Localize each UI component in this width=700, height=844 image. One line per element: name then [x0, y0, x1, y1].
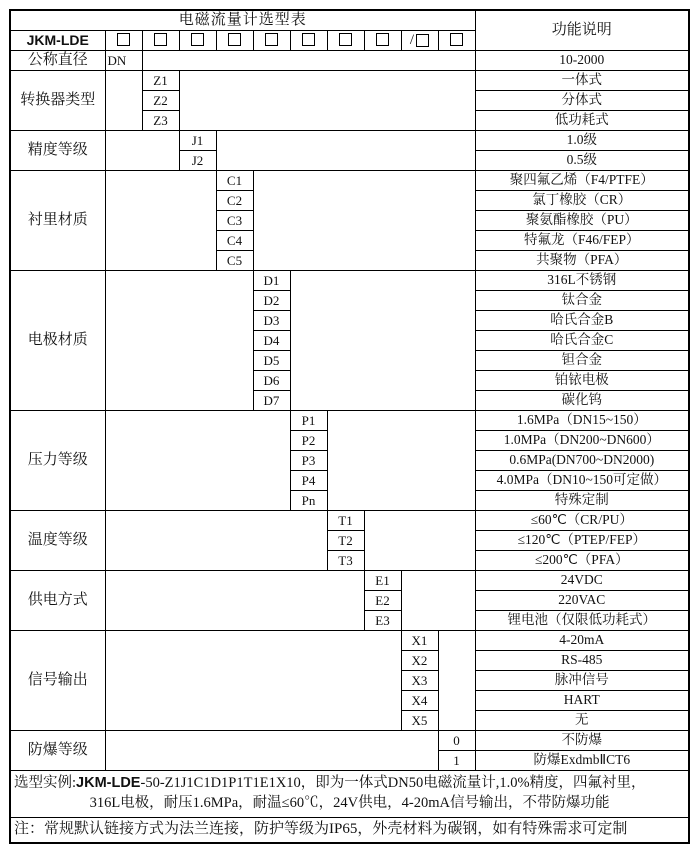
desc-cell: 4.0MPa（DN10~150可定做）: [475, 471, 689, 491]
example-label: 选型实例:: [14, 775, 77, 792]
desc-cell: 一体式: [475, 71, 689, 91]
checkbox-icon: [450, 33, 463, 46]
model-digit-checkbox-3: [179, 31, 216, 51]
category-power-supply: 供电方式: [10, 571, 105, 631]
desc-cell: ≤200℃（PFA）: [475, 551, 689, 571]
code-cell: X5: [401, 711, 438, 731]
model-digit-checkbox-5: [253, 31, 290, 51]
model-digit-checkbox-4: [216, 31, 253, 51]
desc-cell: ≤60℃（CR/PU）: [475, 511, 689, 531]
model-digit-checkbox-7: [327, 31, 364, 51]
code-cell: P3: [290, 451, 327, 471]
empty-cell: [105, 631, 401, 731]
desc-cell: 哈氏合金C: [475, 331, 689, 351]
selection-table: [9, 9, 690, 844]
model-digit-checkbox-8: [364, 31, 401, 51]
model-digit-checkbox-10: [438, 31, 475, 51]
example-line1: [14, 774, 685, 794]
empty-cell: [105, 411, 290, 511]
desc-cell: 分体式: [475, 91, 689, 111]
table-title: 电磁流量计选型表: [10, 10, 475, 31]
desc-cell: 聚氨酯橡胶（PU）: [475, 211, 689, 231]
desc-cell: 0.6MPa(DN700~DN2000): [475, 451, 689, 471]
desc-cell: 0.5级: [475, 151, 689, 171]
desc-cell: 1.0MPa（DN200~DN600）: [475, 431, 689, 451]
code-cell: D5: [253, 351, 290, 371]
code-cell: P4: [290, 471, 327, 491]
checkbox-icon: [339, 33, 352, 46]
empty-cell: [142, 51, 475, 71]
desc-cell: 无: [475, 711, 689, 731]
desc-cell: 聚四氟乙烯（F4/PTFE）: [475, 171, 689, 191]
desc-cell: 氯丁橡胶（CR）: [475, 191, 689, 211]
selection-example: [10, 771, 689, 818]
desc-cell: 4-20mA: [475, 631, 689, 651]
desc-cell: 316L不锈钢: [475, 271, 689, 291]
desc-cell: RS-485: [475, 651, 689, 671]
code-cell: C3: [216, 211, 253, 231]
checkbox-icon: [416, 34, 429, 47]
category-electrode-material: 电极材质: [10, 271, 105, 411]
code-cell: P1: [290, 411, 327, 431]
code-cell: D6: [253, 371, 290, 391]
desc-cell: 锂电池（仅限低功耗式）: [475, 611, 689, 631]
desc-cell: 碳化钨: [475, 391, 689, 411]
code-cell: E1: [364, 571, 401, 591]
code-cell: X3: [401, 671, 438, 691]
checkbox-icon: [228, 33, 241, 46]
desc-cell: 脉冲信号: [475, 671, 689, 691]
empty-cell: [364, 511, 475, 571]
code-cell: 1: [438, 751, 475, 771]
function-desc-header: 功能说明: [475, 10, 689, 51]
model-digit-checkbox-2: [142, 31, 179, 51]
category-converter-type: 转换器类型: [10, 71, 105, 131]
code-cell: T1: [327, 511, 364, 531]
desc-cell: ≤120℃（PTEP/FEP）: [475, 531, 689, 551]
code-cell: X2: [401, 651, 438, 671]
code-cell: D2: [253, 291, 290, 311]
desc-cell: 钛合金: [475, 291, 689, 311]
code-cell: C2: [216, 191, 253, 211]
category-explosion-proof: 防爆等级: [10, 731, 105, 771]
checkbox-icon: [154, 33, 167, 46]
code-cell: 0: [438, 731, 475, 751]
code-cell: T3: [327, 551, 364, 571]
checkbox-icon: [376, 33, 389, 46]
code-cell: T2: [327, 531, 364, 551]
example-model: JKM-LDE: [76, 775, 141, 792]
example-line2: 316L电极，耐压1.6MPa，耐温≤60℃，24V供电，4-20mA信号输出，不带防爆功能: [89, 795, 610, 811]
code-cell: J2: [179, 151, 216, 171]
example-line1-rest: -50-Z1J1C1D1P1T1E1X10，即为一体式DN50电磁流量计,1.0%精度，四氟衬里，: [140, 775, 646, 792]
desc-cell: 铂铱电极: [475, 371, 689, 391]
code-cell: C5: [216, 251, 253, 271]
code-cell: D4: [253, 331, 290, 351]
code-cell: Pn: [290, 491, 327, 511]
desc-cell: 1.0级: [475, 131, 689, 151]
empty-cell: [438, 631, 475, 731]
desc-cell: 10-2000: [475, 51, 689, 71]
empty-cell: [105, 731, 438, 771]
category-temperature-rating: 温度等级: [10, 511, 105, 571]
empty-cell: [105, 271, 253, 411]
desc-cell: 低功耗式: [475, 111, 689, 131]
desc-cell: 特殊定制: [475, 491, 689, 511]
empty-cell: [105, 171, 216, 271]
checkbox-icon: [302, 33, 315, 46]
empty-cell: [179, 71, 475, 131]
desc-cell: 24VDC: [475, 571, 689, 591]
code-cell: Z2: [142, 91, 179, 111]
empty-cell: [105, 511, 327, 571]
slash-separator: /: [409, 31, 415, 48]
checkbox-icon: [117, 33, 130, 46]
checkbox-icon: [191, 33, 204, 46]
model-digit-checkbox-1: [105, 31, 142, 51]
code-cell: P2: [290, 431, 327, 451]
category-accuracy-class: 精度等级: [10, 131, 105, 171]
empty-cell: [253, 171, 475, 271]
desc-cell: 哈氏合金B: [475, 311, 689, 331]
note: 注：常规默认链接方式为法兰连接，防护等级为IP65，外壳材料为碳钢，如有特殊需求可定制: [10, 818, 689, 844]
desc-cell: 220VAC: [475, 591, 689, 611]
code-cell: Z1: [142, 71, 179, 91]
empty-cell: [105, 71, 142, 131]
code-cell: D1: [253, 271, 290, 291]
category-liner-material: 衬里材质: [10, 171, 105, 271]
desc-cell: 共聚物（PFA）: [475, 251, 689, 271]
desc-cell: HART: [475, 691, 689, 711]
empty-cell: [216, 131, 475, 171]
code-cell: J1: [179, 131, 216, 151]
category-pressure-rating: 压力等级: [10, 411, 105, 511]
code-cell: Z3: [142, 111, 179, 131]
code-cell: D7: [253, 391, 290, 411]
code-cell: DN: [105, 51, 142, 71]
category-nominal-diameter: 公称直径: [10, 51, 105, 71]
empty-cell: [105, 571, 364, 631]
code-cell: X1: [401, 631, 438, 651]
desc-cell: 钽合金: [475, 351, 689, 371]
empty-cell: [105, 131, 179, 171]
model-prefix: JKM-LDE: [10, 31, 105, 51]
desc-cell: 1.6MPa（DN15~150）: [475, 411, 689, 431]
desc-cell: 特氟龙（F46/FEP）: [475, 231, 689, 251]
code-cell: X4: [401, 691, 438, 711]
code-cell: C4: [216, 231, 253, 251]
code-cell: E3: [364, 611, 401, 631]
code-cell: D3: [253, 311, 290, 331]
code-cell: E2: [364, 591, 401, 611]
checkbox-icon: [265, 33, 278, 46]
model-digit-checkbox-6: [290, 31, 327, 51]
code-cell: C1: [216, 171, 253, 191]
empty-cell: [290, 271, 475, 411]
desc-cell: 防爆ExdmbⅡCT6: [475, 751, 689, 771]
model-digit-checkbox-9: [401, 31, 438, 51]
empty-cell: [401, 571, 475, 631]
category-signal-output: 信号输出: [10, 631, 105, 731]
desc-cell: 不防爆: [475, 731, 689, 751]
empty-cell: [327, 411, 475, 511]
